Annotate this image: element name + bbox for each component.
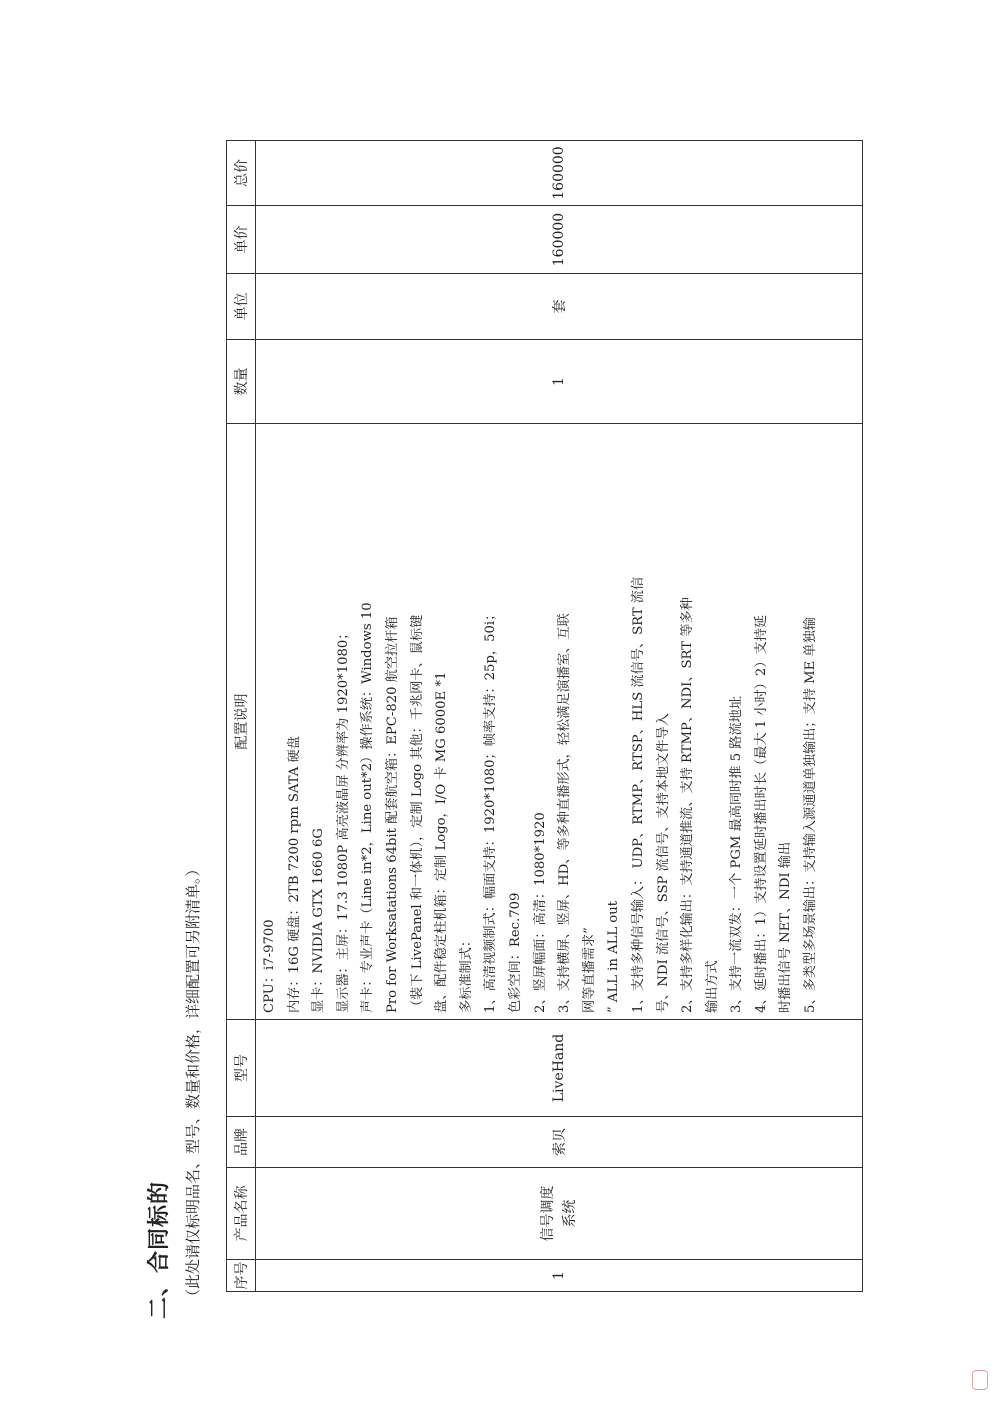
header-unit: 单位	[227, 274, 256, 340]
config-line: 声卡：专业声卡（Line in*2，Line out*2）操作系统：Windows 10	[360, 602, 376, 1013]
header-quantity: 数量	[227, 340, 256, 424]
header-unit-price: 单价	[227, 206, 256, 274]
config-line: Pro for Worksatations 64bit 配套航空箱：EPC-820 航空拉杆箱	[384, 616, 400, 1013]
contract-items-table	[226, 140, 863, 1292]
config-line: 多标准制式：	[458, 933, 474, 1013]
cell-seq: 1	[256, 1260, 863, 1292]
config-line: 5、多类型多场景输出：支持输入源通道单独输出；支持 ME 单独输	[803, 617, 819, 1013]
config-line: 1、高清视频制式：幅面支持：1920*1080；帧率支持：25p，50i；	[483, 607, 499, 1013]
config-line: 1、支持多种信号输入： UDP、RTMP、RTSP、HLS 流信号、SRT 流信	[630, 576, 646, 1013]
section-heading: 二、合同标的	[147, 1180, 172, 1319]
config-line: 2、竖屏幅面：高清：1080*1920	[532, 812, 548, 1013]
config-line: 4、延时播出：1）支持设置延时播出时长（最大 1 小时）2）支持延	[753, 614, 769, 1013]
config-line: ” ALL in ALL out	[606, 900, 622, 1013]
header-config: 配置说明	[227, 424, 256, 1020]
config-line: CPU：i7-9700	[262, 919, 277, 1013]
header-model: 型号	[227, 1020, 256, 1117]
config-line: 3、支持一流双发：一个 PGM 最高同时推 5 路流地址	[729, 695, 745, 1013]
header-seq: 序号	[227, 1260, 256, 1292]
cell-unit-price: 160000	[256, 206, 863, 274]
config-line: 盘、配件稳定柱机箱：定制 Logo，I/O 卡 MG 6000E *1	[434, 671, 450, 1013]
product-name-line-2: 系统	[562, 1199, 578, 1228]
page-seal-mark	[972, 1370, 988, 1390]
header-brand: 品牌	[227, 1117, 256, 1168]
header-row	[227, 141, 256, 1292]
product-name-line-1: 信号调度	[540, 1185, 556, 1242]
cell-total-price: 160000	[256, 141, 863, 206]
config-line: 内存：16G 硬盘：2TB 7200 rpm SATA 硬盘	[286, 736, 302, 1013]
config-line: 3、支持横屏、竖屏、HD、等多种直播形式，轻松满足演播室、互联	[557, 613, 573, 1013]
config-lines	[258, 428, 824, 1013]
section-subheading: （此处请仅标明品名、型号、数量和价格，详细配置可另附清单。）	[184, 861, 202, 1304]
config-line: （装下 LivePanel 和一体机），定制 Logo 其他：千兆网卡、鼠标键	[409, 614, 425, 1013]
config-line: 显卡：NVIDIA GTX 1660 6G	[311, 828, 327, 1013]
config-line: 网等直播需求”	[581, 927, 597, 1013]
table-row	[256, 141, 863, 1292]
cell-model: LiveHand	[256, 1020, 863, 1117]
config-line: 输出方式	[704, 960, 720, 1013]
config-line: 时播出信号 NET、NDI 输出	[778, 841, 794, 1013]
config-line: 色彩空间：Rec.709	[507, 892, 523, 1013]
config-line: 2、支持多样化输出：支持通道推流、支持 RTMP、NDI、SRT 等多种	[680, 597, 696, 1013]
header-product-name: 产品名称	[227, 1168, 256, 1260]
header-total-price: 总价	[227, 141, 256, 206]
cell-brand: 索贝	[256, 1117, 863, 1168]
config-line: 显示器：主屏：17.3 1080P 高亮液晶屏 分辨率为 1920*1080；	[335, 626, 351, 1013]
cell-unit: 套	[256, 274, 863, 340]
cell-quantity: 1	[256, 340, 863, 424]
cell-product-name	[256, 1168, 863, 1260]
cell-config	[256, 424, 863, 1020]
config-line: 号、NDI 流信号、SSP 流信号、支持本地文件导入	[655, 713, 671, 1013]
